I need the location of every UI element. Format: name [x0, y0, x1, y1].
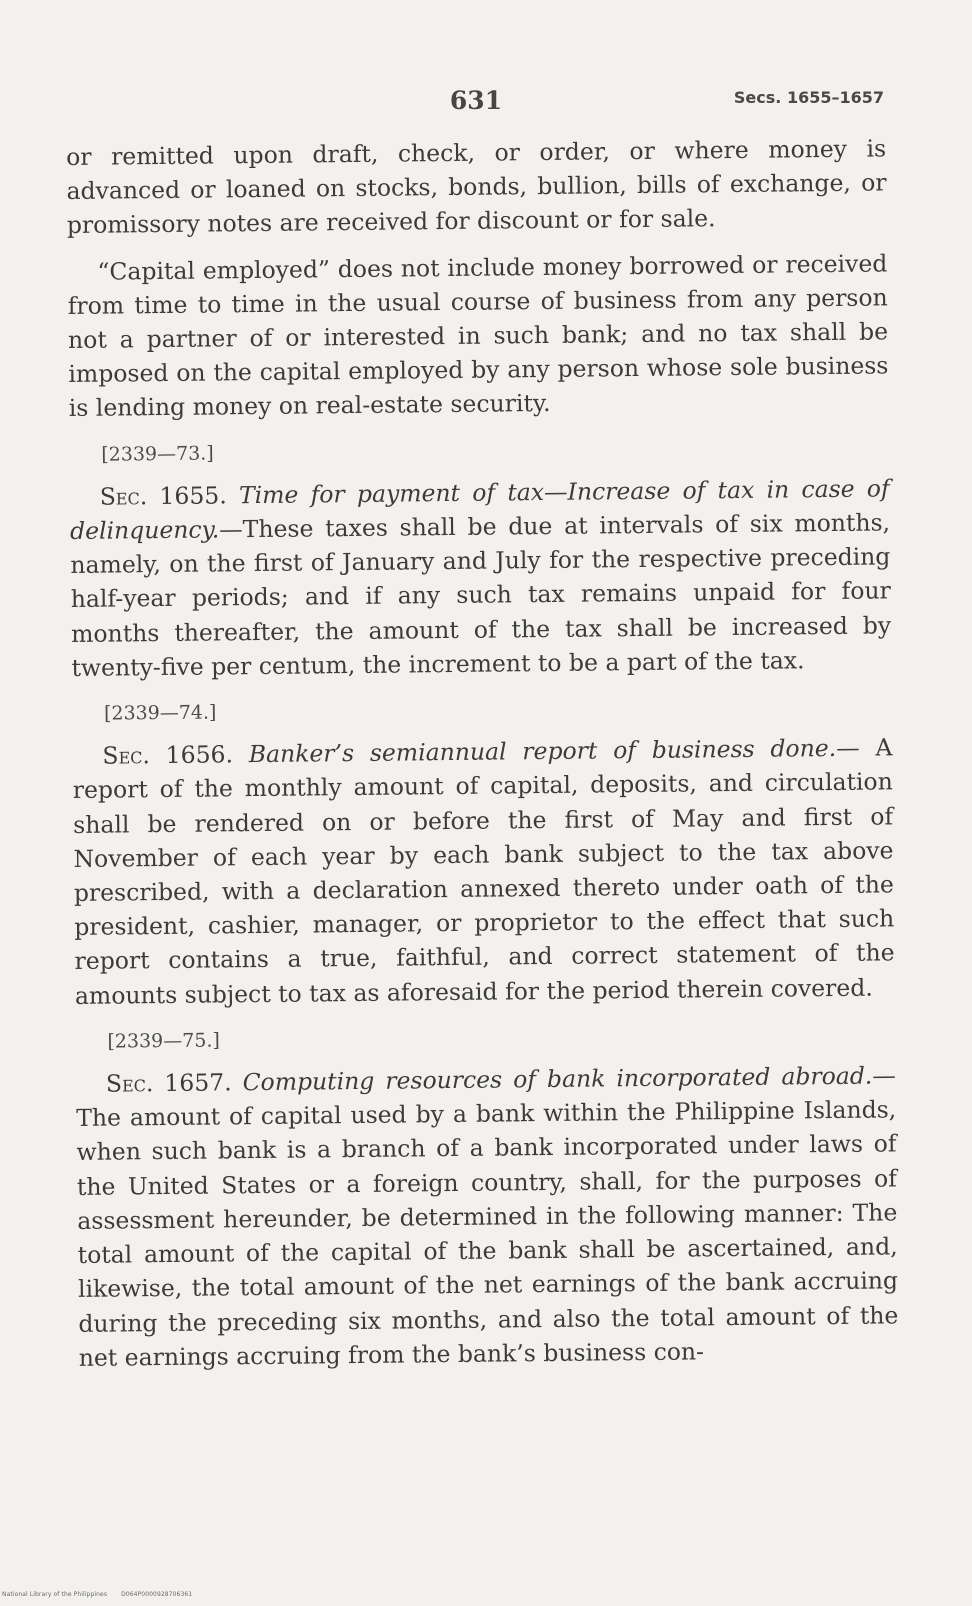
- section-number: Sec. 1657.: [105, 1068, 232, 1098]
- section-text: —These taxes shall be due at intervals of six months, namely, on the first of January and July for the respective preceding half-year periods; and if any such tax remains unpaid for four months thereafter, the amount of the tax shall be increased by twenty-five per centum, the increment to be a part of the tax.: [70, 508, 892, 682]
- footer-library: National Library of the Philippines: [2, 1591, 108, 1598]
- page-header: [66, 84, 886, 124]
- section-title: Banker’s semiannual report of business done.: [248, 734, 837, 769]
- scan-footer: [2, 1591, 204, 1598]
- section-1655: [70, 471, 892, 685]
- section-1657: [76, 1058, 899, 1374]
- page-number: 631: [449, 86, 503, 115]
- section-number: Sec. 1655.: [99, 481, 227, 511]
- section-title: Time for payment of tax—Increase of tax in case of delinquency.: [69, 474, 890, 546]
- section-reference: [2339—74.]: [103, 701, 217, 725]
- page-body: [66, 131, 899, 1386]
- paragraph-continuation: or remitted upon draft, check, or order, or where money is advanced or loaned on stocks, bonds, bullion, bills of exchange, or promissory notes are received for discount or for sale.: [66, 134, 887, 240]
- section-range: Secs. 1655–1657: [733, 88, 884, 107]
- section-text: — A report of the monthly amount of capital, deposits, and circulation shall be rendered on or before the first of May and first of November of each year by each bank subject to the tax above prescribed, with a declaration annexed thereto under oath of the president, cashier, manager, or proprietor to the effect that such report contains a true, faithful, and correct statement of the amounts subject to tax as aforesaid for the period therein covered.: [72, 733, 895, 1010]
- section-1656: [72, 731, 895, 1013]
- section-title: Computing resources of bank incorporated abroad.: [242, 1061, 873, 1097]
- section-number: Sec. 1656.: [102, 740, 234, 770]
- section-text: —The amount of capital used by a bank within the Philippine Islands, when such bank is a branch of a bank incorporated under laws of the United States or a foreign country, shall, for the purposes of assessment hereunder, be determined in the following manner: The total amount of the capital of the bank shall be ascertained, and, likewise, the total amount of the net earnings of the bank accruing during the preceding six months, and also the total amount of the net earnings accruing from the bank’s business con-: [76, 1061, 899, 1372]
- paragraph-capital-employed: “Capital employed” does not include money borrowed or received from time to time in the usual course of business from any person not a partner of or interested in such bank; and no tax shall be imposed on the capital employed by any person whose sole business is lending money on real-estate security.: [67, 249, 889, 423]
- section-reference: [2339—73.]: [101, 442, 214, 466]
- footer-code: D064P0000928706361: [121, 1591, 193, 1598]
- section-reference: [2339—75.]: [107, 1029, 220, 1053]
